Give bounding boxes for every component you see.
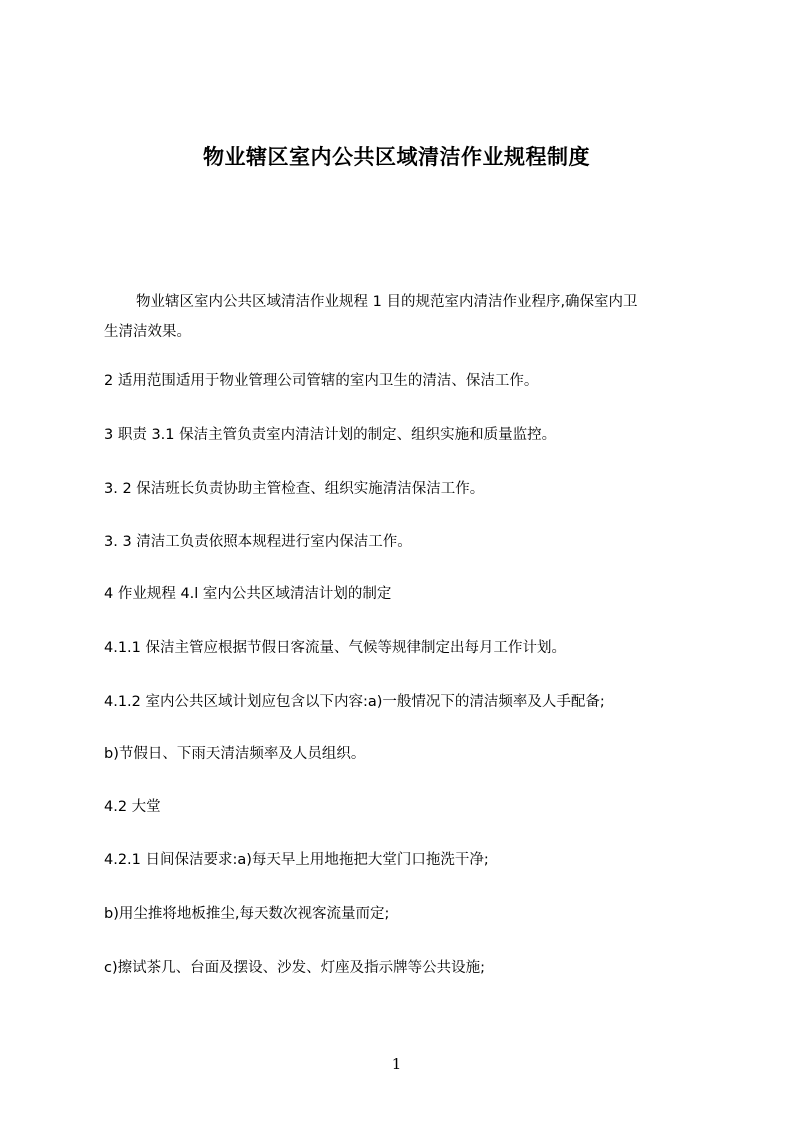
paragraph-procedure-4-1-1: 4.1.1 保洁主管应根据节假日客流量、气候等规律制定出每月工作计划。 <box>104 640 567 656</box>
page-number: 1 <box>391 1055 402 1073</box>
paragraph-responsibility-3-1: 3 职责 3.1 保洁主管负责室内清洁计划的制定、组织实施和质量监控。 <box>104 427 557 443</box>
paragraph-responsibility-3-2: 3. 2 保洁班长负责协助主管检查、组织实施清洁保洁工作。 <box>104 481 485 497</box>
paragraph-procedure-4-1: 4 作业规程 4.l 室内公共区域清洁计划的制定 <box>104 586 392 602</box>
paragraph-lobby-4-2-1-c: c)擦试茶几、台面及摆设、沙发、灯座及指示牌等公共设施; <box>104 960 486 976</box>
paragraph-line: 物业辖区室内公共区域清洁作业规程 1 目的规范室内清洁作业程序,确保室内卫 <box>136 294 638 310</box>
paragraph-lobby-4-2-1-a: 4.2.1 日间保洁要求:a)每天早上用地拖把大堂门口拖洗干净; <box>104 852 489 868</box>
paragraph-procedure-4-1-2: 4.1.2 室内公共区域计划应包含以下内容:a)一般情况下的清洁频率及人手配备; <box>104 694 605 710</box>
paragraph-procedure-4-1-2-b: b)节假日、下雨天清洁频率及人员组织。 <box>104 746 366 762</box>
paragraph-line: 生清洁效果。 <box>104 324 191 340</box>
paragraph-purpose <box>104 287 700 347</box>
document-title: 物业辖区室内公共区域清洁作业规程制度 <box>203 145 590 169</box>
paragraph-lobby-4-2-1-b: b)用尘推将地板推尘,每天数次视客流量而定; <box>104 906 390 922</box>
paragraph-scope: 2 适用范围适用于物业管理公司管辖的室内卫生的清洁、保洁工作。 <box>104 373 539 389</box>
paragraph-lobby-heading: 4.2 大堂 <box>104 799 161 815</box>
paragraph-responsibility-3-3: 3. 3 清洁工负责依照本规程进行室内保洁工作。 <box>104 534 412 550</box>
